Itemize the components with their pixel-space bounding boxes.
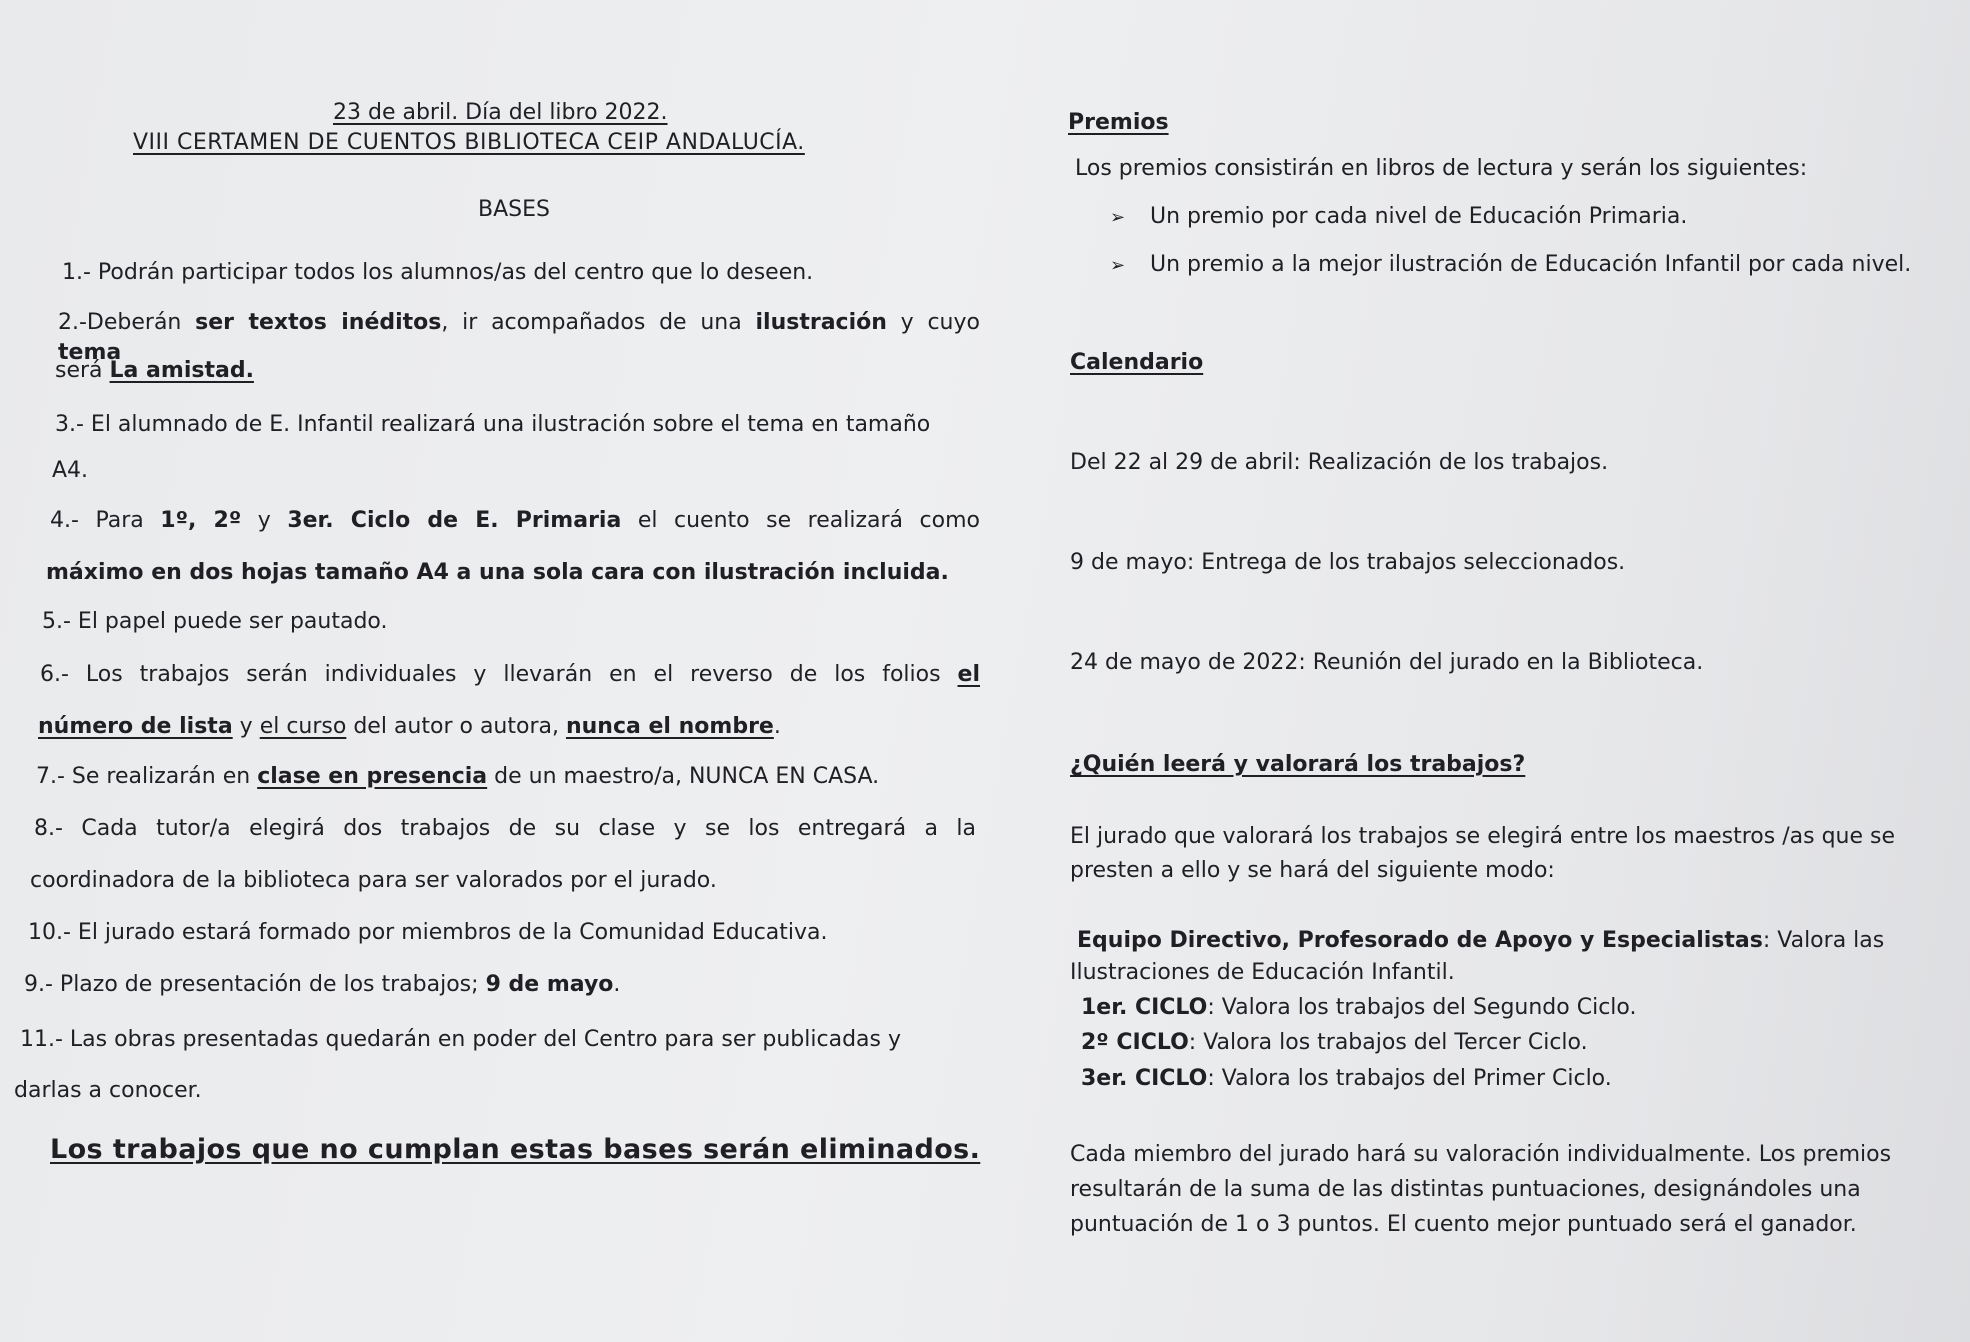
calendario-title: Calendario: [1070, 350, 1204, 375]
rule-6-line1: 6.- Los trabajos serán individuales y llevarán en el reverso de los folios el: [40, 662, 980, 687]
calendario-item-1: Del 22 al 29 de abril: Realización de los trabajos.: [1070, 450, 1609, 475]
final-line-1: Cada miembro del jurado hará su valoración individualmente. Los premios: [1070, 1142, 1892, 1167]
quien-title: ¿Quién leerá y valorará los trabajos?: [1070, 752, 1526, 777]
rule-11-line1: 11.- Las obras presentadas quedarán en poder del Centro para ser publicadas y: [20, 1027, 901, 1052]
closing-note: Los trabajos que no cumplan estas bases serán eliminados.: [50, 1134, 981, 1165]
bases-title: BASES: [478, 197, 550, 222]
rule-4-line2: máximo en dos hojas tamaño A4 a una sola cara con ilustración incluida.: [46, 560, 949, 585]
ciclo-2-line: 2º CICLO: Valora los trabajos del Tercer Ciclo.: [1081, 1030, 1588, 1055]
calendario-item-3: 24 de mayo de 2022: Reunión del jurado en la Biblioteca.: [1070, 650, 1704, 675]
premio-item-1: ➢ Un premio por cada nivel de Educación Primaria.: [1110, 202, 1687, 233]
calendario-item-2: 9 de mayo: Entrega de los trabajos seleccionados.: [1070, 550, 1626, 575]
rule-6-line2: número de lista y el curso del autor o autora, nunca el nombre.: [38, 714, 781, 739]
rule-11-line2: darlas a conocer.: [14, 1078, 202, 1103]
jurado-line-2: presten a ello y se hará del siguiente modo:: [1070, 858, 1555, 883]
rule-7: 7.- Se realizarán en clase en presencia de un maestro/a, NUNCA EN CASA.: [36, 764, 880, 789]
final-line-2: resultarán de la suma de las distintas puntuaciones, designándoles una: [1070, 1177, 1861, 1202]
equipo-line-1: Equipo Directivo, Profesorado de Apoyo y Especialistas: Valora las: [1077, 928, 1885, 953]
rule-2-line1: 2.-Deberán ser textos inéditos, ir acompañados de una ilustración y cuyo tema: [58, 310, 980, 365]
header-date: 23 de abril. Día del libro 2022.: [333, 100, 668, 125]
rule-10: 10.- El jurado estará formado por miembros de la Comunidad Educativa.: [28, 920, 828, 945]
premios-intro: Los premios consistirán en libros de lectura y serán los siguientes:: [1075, 156, 1808, 181]
arrow-bullet-icon: ➢: [1110, 207, 1126, 228]
rule-3-line2: A4.: [52, 458, 89, 483]
rule-8-line2: coordinadora de la biblioteca para ser valorados por el jurado.: [30, 868, 717, 893]
rule-9: 9.- Plazo de presentación de los trabajos; 9 de mayo.: [24, 972, 621, 997]
equipo-line-2: Ilustraciones de Educación Infantil.: [1070, 960, 1455, 985]
premio-item-2: ➢ Un premio a la mejor ilustración de Educación Infantil por cada nivel.: [1110, 250, 1911, 281]
rule-2-line2: será La amistad.: [55, 358, 254, 383]
rule-4-line1: 4.- Para 1º, 2º y 3er. Ciclo de E. Primaria el cuento se realizará como: [50, 508, 980, 533]
ciclo-1-line: 1er. CICLO: Valora los trabajos del Segundo Ciclo.: [1081, 995, 1637, 1020]
arrow-bullet-icon: ➢: [1110, 255, 1126, 276]
tema-amistad: La amistad.: [109, 358, 254, 383]
rule-8-line1: 8.- Cada tutor/a elegirá dos trabajos de su clase y se los entregará a la: [34, 816, 976, 841]
rule-1: 1.- Podrán participar todos los alumnos/as del centro que lo deseen.: [62, 260, 814, 285]
header-certamen: VIII CERTAMEN DE CUENTOS BIBLIOTECA CEIP ANDALUCÍA.: [133, 130, 805, 155]
final-line-3: puntuación de 1 o 3 puntos. El cuento mejor puntuado será el ganador.: [1070, 1212, 1857, 1237]
ciclo-3-line: 3er. CICLO: Valora los trabajos del Primer Ciclo.: [1081, 1066, 1612, 1091]
rule-5: 5.- El papel puede ser pautado.: [42, 609, 388, 634]
premios-title: Premios: [1068, 110, 1169, 135]
rule-3-line1: 3.- El alumnado de E. Infantil realizará una ilustración sobre el tema en tamaño: [55, 412, 931, 437]
jurado-line-1: El jurado que valorará los trabajos se elegirá entre los maestros /as que se: [1070, 824, 1895, 849]
